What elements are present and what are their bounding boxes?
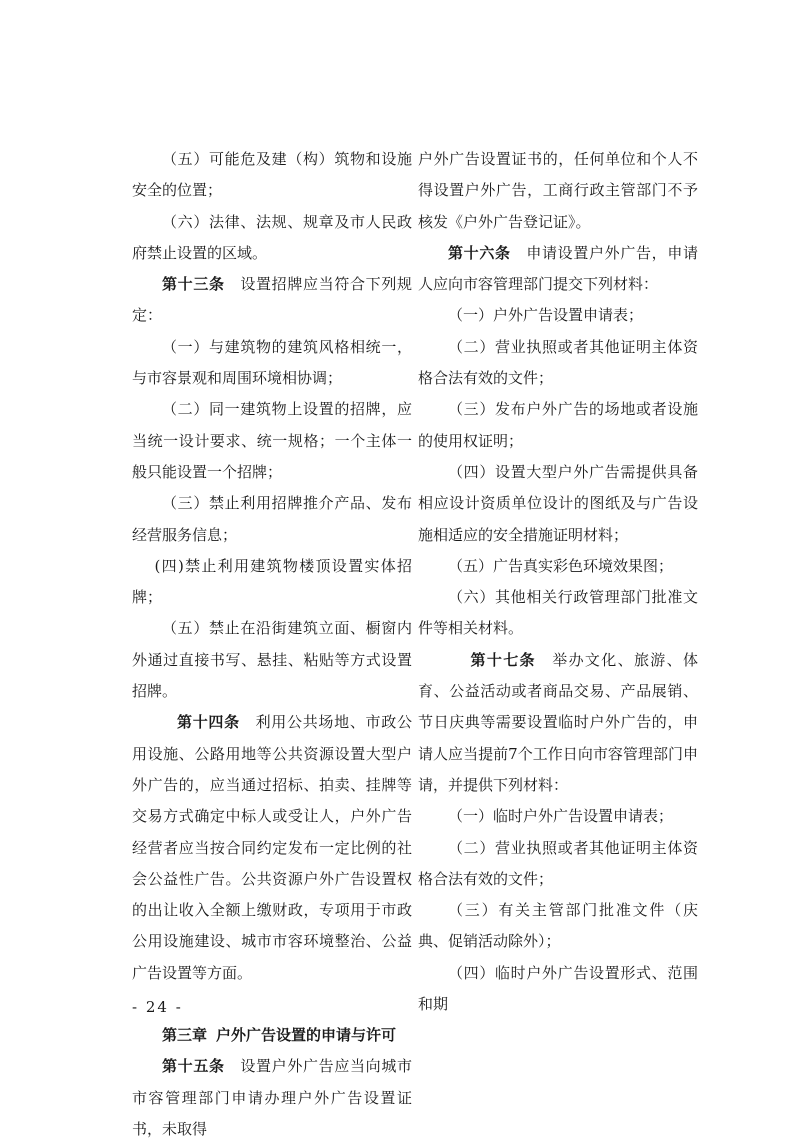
article-text: 设置户外广告应当向城市市容管理部门申请办理户外广告设置证书，未取得 <box>132 1057 412 1138</box>
list-item: （六）其他相关行政管理部门批准文件等相关材料。 <box>418 588 698 638</box>
left-column <box>132 144 412 1145</box>
article-title: 第十三条 <box>162 275 225 294</box>
list-item: （五）禁止在沿街建筑立面、橱窗内外通过直接书写、悬挂、粘贴等方式设置招牌。 <box>132 619 412 701</box>
list-item: （一）临时户外广告设置申请表； <box>448 807 674 826</box>
chapter-title: 户外广告设置的申请与许可 <box>216 1026 397 1045</box>
article-text: 申请设置户外广告，申请人应向市容管理部门提交下列材料： <box>418 243 698 294</box>
chapter-heading <box>132 1020 412 1051</box>
article-title: 第十五条 <box>162 1057 225 1076</box>
article-title: 第十七条 <box>470 650 536 669</box>
list-item: （二）营业执照或者其他证明主体资格合法有效的文件； <box>418 337 698 388</box>
list-item: （五）广告真实彩色环境效果图； <box>448 556 674 575</box>
list-item: （四）设置大型户外广告需提供具备相应设计资质单位设计的图纸及与广告设施相适应的安全措施证明材料； <box>418 462 698 544</box>
list-item: （四）临时户外广告设置形式、范围和期 <box>418 963 698 1014</box>
list-item: （二）营业执照或者其他证明主体资格合法有效的文件； <box>418 838 698 888</box>
article-title: 第十四条 <box>177 713 240 732</box>
list-item: (四)禁止利用建筑物楼顶设置实体招牌； <box>132 556 412 607</box>
chapter-number: 第三章 <box>162 1026 208 1045</box>
paragraph: （五）可能危及建（构）筑物和设施安全的位置； <box>132 150 412 200</box>
article-text: 举办文化、旅游、体育、公益活动或者商品交易、产品展销、节日庆典等需要设置临时户外广告的，申请人应当提前7个工作日向市容管理部门申请，并提供下列材料： <box>418 650 698 794</box>
list-item: （二）同一建筑物上设置的招牌，应当统一设计要求、统一规格；一个主体一般只能设置一个招牌； <box>132 400 412 481</box>
paragraph: （六）法律、法规、规章及市人民政府禁止设置的区域。 <box>132 212 412 262</box>
article-17 <box>418 645 698 801</box>
article-title: 第十六条 <box>448 243 511 262</box>
list-item: （三）禁止利用招牌推介产品、发布经营服务信息； <box>132 494 412 544</box>
paragraph: 户外广告设置证书的，任何单位和个人不得设置户外广告，工商行政主管部门不予核发《户外广告登记证》。 <box>418 150 698 231</box>
list-item: （一）户外广告设置申请表； <box>448 306 644 325</box>
article-14 <box>132 707 412 989</box>
article-text: 设置招牌应当符合下列规定： <box>132 275 412 325</box>
article-15 <box>132 1051 412 1145</box>
article-16 <box>418 238 698 301</box>
list-item: （三）发布户外广告的场地或者设施的使用权证明； <box>418 400 698 450</box>
right-column <box>418 144 698 1020</box>
article-13 <box>132 269 412 332</box>
article-text: 利用公共场地、市政公用设施、公路用地等公共资源设置大型户外广告的，应当通过招标、拍卖、挂牌等交易方式确定中标人或受让人，户外广告经营者应当按合同约定发布一定比例的社会公益性广告。公共资源户外广告设置权的出让收入全额上缴财政，专项用于市政公用设施建设、城市市容环境整治、公益广告设置等方面。 <box>132 713 412 982</box>
page-number: - 24 - <box>132 998 183 1016</box>
list-item: （三）有关主管部门批准文件（庆典、促销活动除外）； <box>418 901 698 951</box>
list-item: （一）与建筑物的建筑风格相统一，与市容景观和周围环境相协调； <box>132 337 412 388</box>
